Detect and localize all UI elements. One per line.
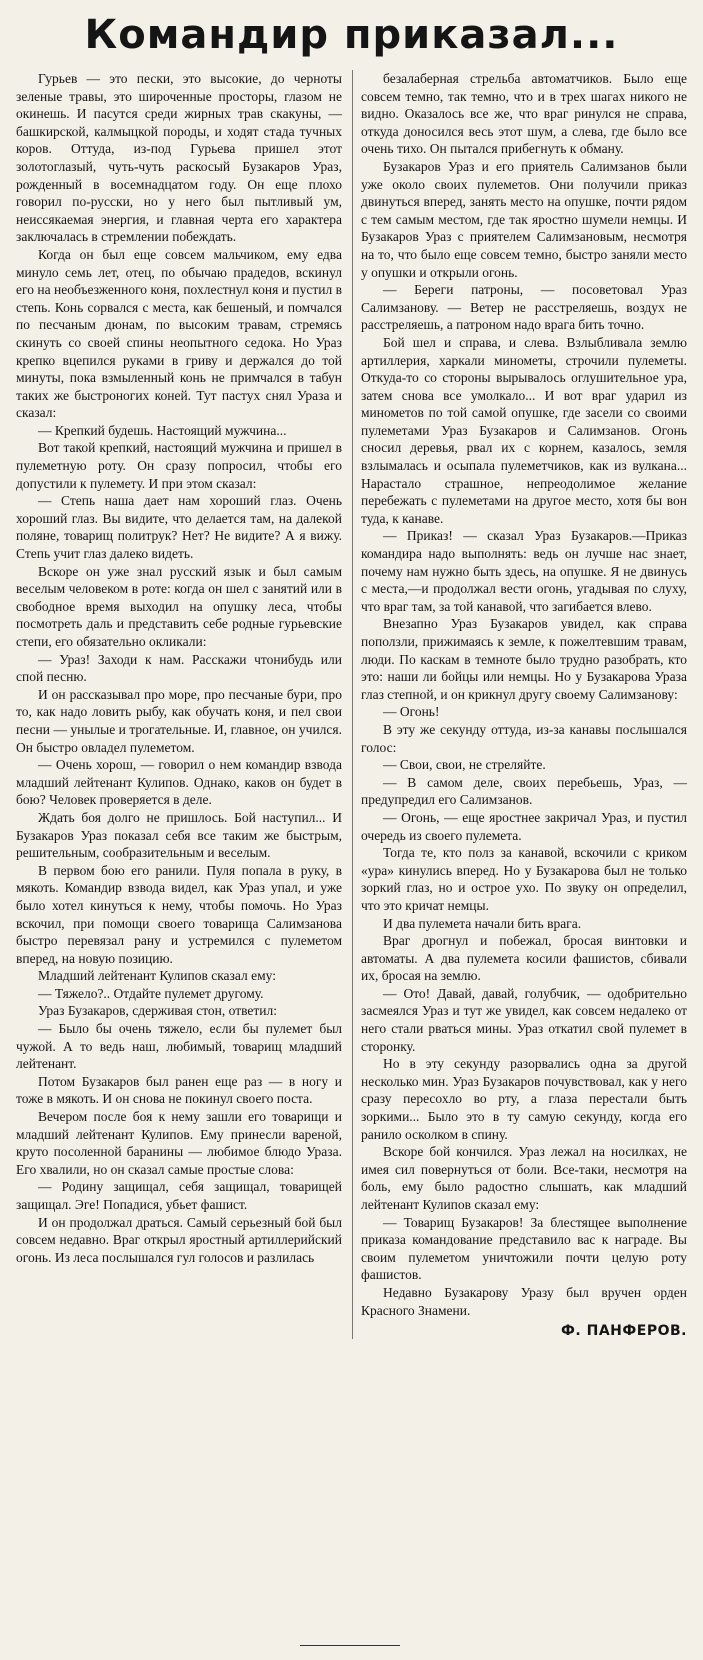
paragraph: — Ото! Давай, давай, голубчик, — одобрительно засмеялся Ураз и тут же увидел, как совсем недалеко от него стали рваться мины. Ураз откатил свой пулемет в сторонку. (361, 985, 687, 1054)
paragraph: Бой шел и справа, и слева. Взлыбливала землю артиллерия, харкали минометы, строчили пулеметы. Откуда-то со стороны вырывалось оглушительное ура, затем снова все умолкало... И вот враг ударил из минометов по той самой опушке, где засели со своими пулеметами Ураз Бузакаров и Салимзанов. Огонь сносил деревья, рвал их с корнем, казалось, земля взлымалась и осыпала пулеметчиков, как из вулкана... Нарастало страшное, непреодолимое желание перебежать с пулеметами на другое место, хотя бы вон туда, к канаве. (361, 334, 687, 526)
paragraph: В эту же секунду оттуда, из-за канавы послышался голос: (361, 721, 687, 755)
paragraph: — Было бы очень тяжело, если бы пулемет был чужой. А то ведь наш, любимый, товарищ младший лейтенант. (16, 1021, 342, 1072)
paragraph: — Ураз! Заходи к нам. Расскажи чтонибудь или спой песню. (16, 651, 342, 685)
author-signature: Ф. ПАНФЕРОВ. (561, 1323, 687, 1340)
paragraph: безалаберная стрельба автоматчиков. Было еще совсем темно, так темно, что и в трех шагах никого не видно. Оказалось все же, что враг ринулся не справа, откуда доносился весь этот шум, а слева, где было все очень тихо. Он пытался прибегнуть к обману. (361, 71, 687, 157)
paragraph: — Огонь, — еще яростнее закричал Ураз, и пустил очередь из своего пулемета. (361, 809, 687, 843)
paragraph: И два пулемета начали бить врага. (383, 915, 582, 931)
paragraph: — Огонь! (383, 704, 440, 720)
paragraph: И он рассказывал про море, про песчаные бури, про то, как надо ловить рыбу, как обучать коня, и пел свои песни — унылые и трогательные. И, главное, он учился. Он быстро овладел пулеметом. (16, 686, 342, 755)
paragraph: В первом бою его ранили. Пуля попала в руку, в мякоть. Командир взвода видел, как Ураз упал, и уже было хотел кинуться к нему, чтобы помочь. Но Ураз вскочил, при помощи своего товарища Салимзанова быстро перевязал рану и устремился с пулеметом вперед, на новую позицию. (16, 862, 342, 966)
paragraph: И он продолжал драться. Самый серьезный бой был совсем недавно. Враг открыл яростный артиллерийский огонь. Из леса послышался гул голосов и разлилась (16, 1214, 342, 1265)
paragraph: Гурьев — это пески, это высокие, до черноты зеленые травы, это широченные просторы, глазом не окинешь. И пасутся среди жирных трав скакуны, — башкирской, калмыцкой породы, и ходят стада тучных коров. Оттуда, из-под Гурьева пришел этот золотоглазый, чуть-чуть раскосый Бузакаров Ураз, рожденный в восемнадцатом году. Он еще плохо говорил по-русски, но у него был пытливый ум, неиссякаемая энергия, и главная черта его характера заключалась в стремлении побеждать. (16, 71, 342, 245)
paragraph: Бузакаров Ураз и его приятель Салимзанов были уже около своих пулеметов. Они получили приказ двинуться вперед, занять место на опушке, почти рядом с тем самым местом, где так яростно шумели немцы. И Бузакаров Ураз с приятелем Салимзановым, несмотря на то, что было еще совсем темно, быстро заняли место у опушки и открыли огонь. (361, 158, 687, 280)
paragraph: Потом Бузакаров был ранен еще раз — в ногу и тоже в мякоть. И он снова не покинул своего поста. (16, 1073, 342, 1107)
article-body (16, 70, 687, 1339)
paragraph: — Товарищ Бузакаров! За блестящее выполнение приказа командование представило вас к награде. Вы своим пулеметом уничтожили почти целую роту фашистов. (361, 1214, 687, 1283)
paragraph: — Береги патроны, — посоветовал Ураз Салимзанову. — Ветер не расстреляешь, воздух не расстреляешь, а патроном надо врага бить точно. (361, 282, 687, 333)
paragraph: Тогда те, кто полз за канавой, вскочили с криком «ура» кинулись вперед. Но у Бузакарова был не только зоркий глаз, но и острое ухо. По звуку он определил, что это кричат немцы. (361, 845, 687, 913)
paragraph: Когда он был еще совсем мальчиком, ему едва минуло семь лет, отец, по обычаю прадедов, вскинул его на необъезженного коня, похлестнул коня и пустил в степь. Конь сорвался с места, как бешеный, и помчался по песчаным дюнам, по высоким травам, стремясь скинуть со своей спины неопытного седока. Но Ураз крепко вцепился руками в гриву и держался до той минуты, пока взмыленный конь не примчался в табун таких же быстроногих коней. Тут пастух снял Ураза и сказал: (16, 246, 342, 421)
paragraph: — Свои, свои, не стреляйте. (383, 757, 546, 773)
text-column-right (352, 70, 687, 1339)
paragraph: Вот такой крепкий, настоящий мужчина и пришел в пулеметную роту. Он сразу попросил, чтобы его допустили к пулемету. И при этом сказал: (16, 440, 342, 491)
paragraph: Враг дрогнул и побежал, бросая винтовки и автоматы. А два пулемета косили фашистов, сбивали их, бросая на землю. (361, 933, 687, 984)
paragraph: Младший лейтенант Кулипов сказал ему: (38, 968, 276, 984)
paragraph: — Приказ! — сказал Ураз Бузакаров.—Приказ командира надо выполнять: ведь он лучше нас знает, почему нам нужно быть здесь, на опушке. Я не двинусь с места,—и продолжал вести огонь, угадывая по слуху, что враг там, за той канавой, что загибается влево. (361, 528, 687, 614)
paragraph: — Тяжело?.. Отдайте пулемет другому. (38, 985, 264, 1001)
text-column-left (16, 70, 342, 1339)
paragraph: Вскоре он уже знал русский язык и был самым веселым человеком в роте: когда он шел с занятий или в свободное время выходил на опушку леса, чтобы посмотреть даль и представить себе родные гурьевские степи, его обязательно окликали: (16, 563, 342, 649)
paragraph: — Степь наша дает нам хороший глаз. Очень хороший глаз. Вы видите, что делается там, на далекой поляне, товарищ политрук? Нет? Не видите? А я вижу. Степь учит глаз далеко видеть. (16, 493, 342, 562)
paragraph: Вскоре бой кончился. Ураз лежал на носилках, не имея сил повернуться от боли. Все-таки, несмотря на боль, ему было радостно слышать, как младший лейтенант Кулипов сказал ему: (361, 1144, 687, 1212)
paragraph: Вечером после боя к нему зашли его товарищи и младший лейтенант Кулипов. Ему принесли вареной, круто посоленной баранины — любимое блюдо Ураза. Его хвалили, но он сказал самые простые слова: (16, 1109, 342, 1177)
paragraph: Внезапно Ураз Бузакаров увидел, как справа поползли, прижимаясь к земле, к пожелтевшим травам, люди. По каскам в темноте было трудно разобрать, кто это: наши ли бойцы или немцы. Но у Бузакарова Ураза глаз степной, и он крикнул другу своему Салимзанову: (361, 616, 687, 702)
bottom-rule (300, 1645, 400, 1646)
paragraph: Недавно Бузакарову Уразу был вручен орден Красного Знамени. (361, 1284, 687, 1318)
paragraph: Ураз Бузакаров, сдерживая стон, ответил: (38, 1003, 278, 1019)
paragraph: Ждать боя долго не пришлось. Бой наступил... И Бузакаров Ураз показал себя все таким же быстрым, решительным, сообразительным и веселым. (16, 809, 342, 861)
paragraph: — Очень хорош, — говорил о нем командир взвода младший лейтенант Кулипов. Однако, каков он будет в бою? Человек проверяется в деле. (16, 757, 342, 808)
paragraph: — В самом деле, своих перебьешь, Ураз, — предупредил его Салимзанов. (361, 774, 687, 808)
paragraph: Но в эту секунду разорвались одна за другой несколько мин. Ураз Бузакаров почувствовал, как у него сразу пересохло во рту, а глаза перестали быть зоркими... Было это в ту самую секунду, когда его ранило осколком в спину. (361, 1056, 687, 1142)
paragraph: — Родину защищал, себя защищал, товарищей защищал. Эге! Попадися, убьет фашист. (16, 1179, 342, 1212)
article-headline: Командир приказал... (84, 12, 619, 58)
paragraph: — Крепкий будешь. Настоящий мужчина... (38, 422, 287, 438)
